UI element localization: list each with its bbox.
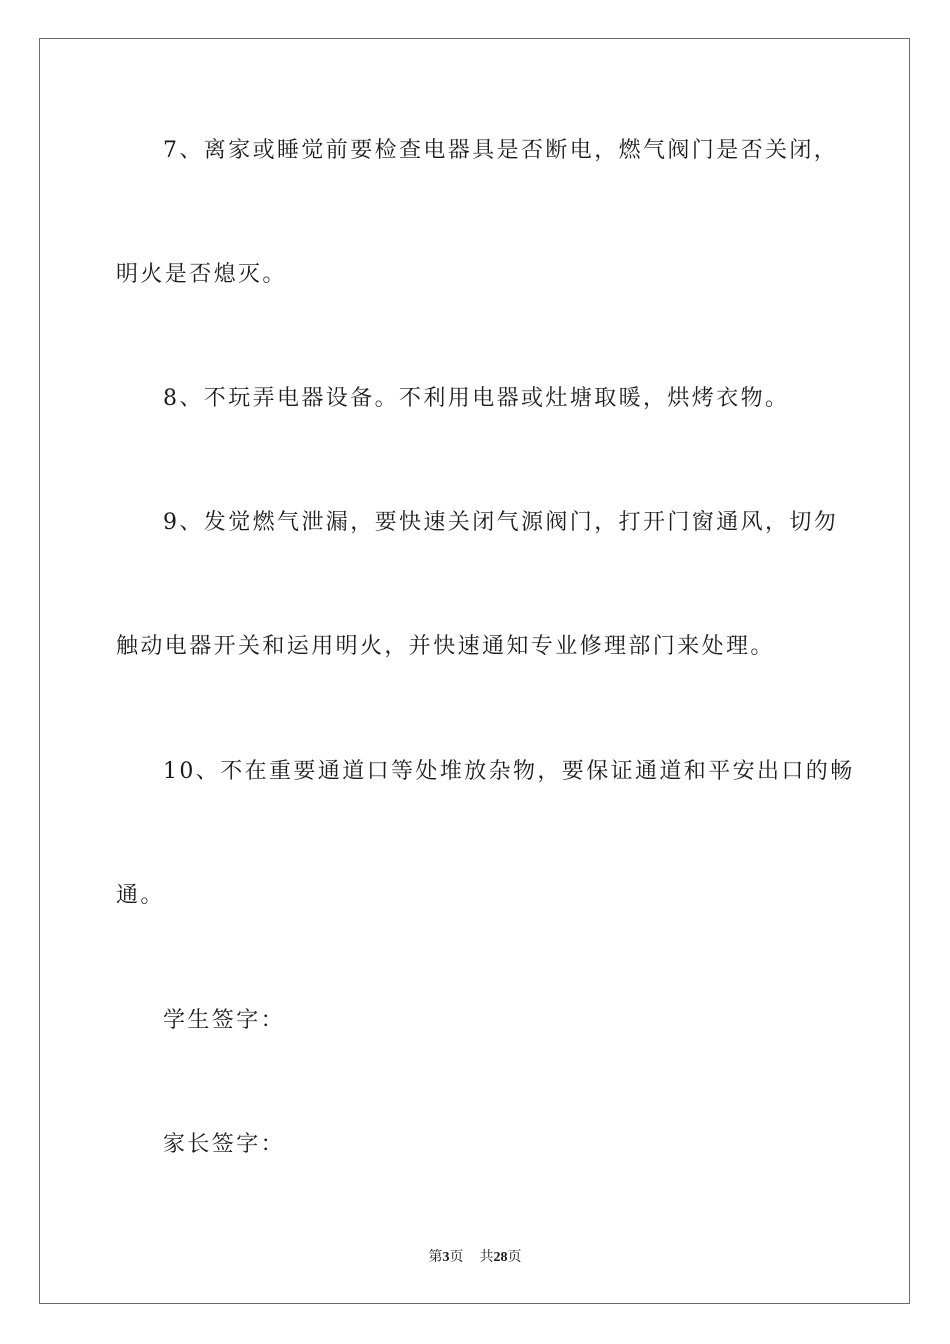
page-border [39,38,910,1304]
parent-signature-label: 家长签字： [163,1132,286,1157]
item-8-line-1: 8、不玩弄电器设备。不利用电器或灶塘取暖，烘烤衣物。 [163,386,790,411]
item-9-line-2: 触动电器开关和运用明火，并快速通知专业修理部门来处理。 [116,634,775,659]
page-current: 3 [442,1250,450,1265]
item-9-line-1: 9、发觉燃气泄漏，要快速关闭气源阀门，打开门窗通风，切勿 [163,510,839,535]
page-footer [0,1247,950,1268]
page-suffix: 页 [449,1249,464,1265]
total-prefix: 共 [479,1249,494,1265]
page-total: 28 [493,1250,508,1265]
item-7-line-2: 明火是否熄灭。 [116,262,287,287]
total-suffix: 页 [507,1249,522,1265]
student-signature-label: 学生签字： [163,1008,286,1033]
item-10-line-1: 10、不在重要通道口等处堆放杂物，要保证通道和平安出口的畅 [163,759,855,784]
page-prefix: 第 [428,1249,443,1265]
item-10-line-2: 通。 [116,883,165,908]
item-7-line-1: 7、离家或睡觉前要检查电器具是否断电，燃气阀门是否关闭， [163,138,839,163]
